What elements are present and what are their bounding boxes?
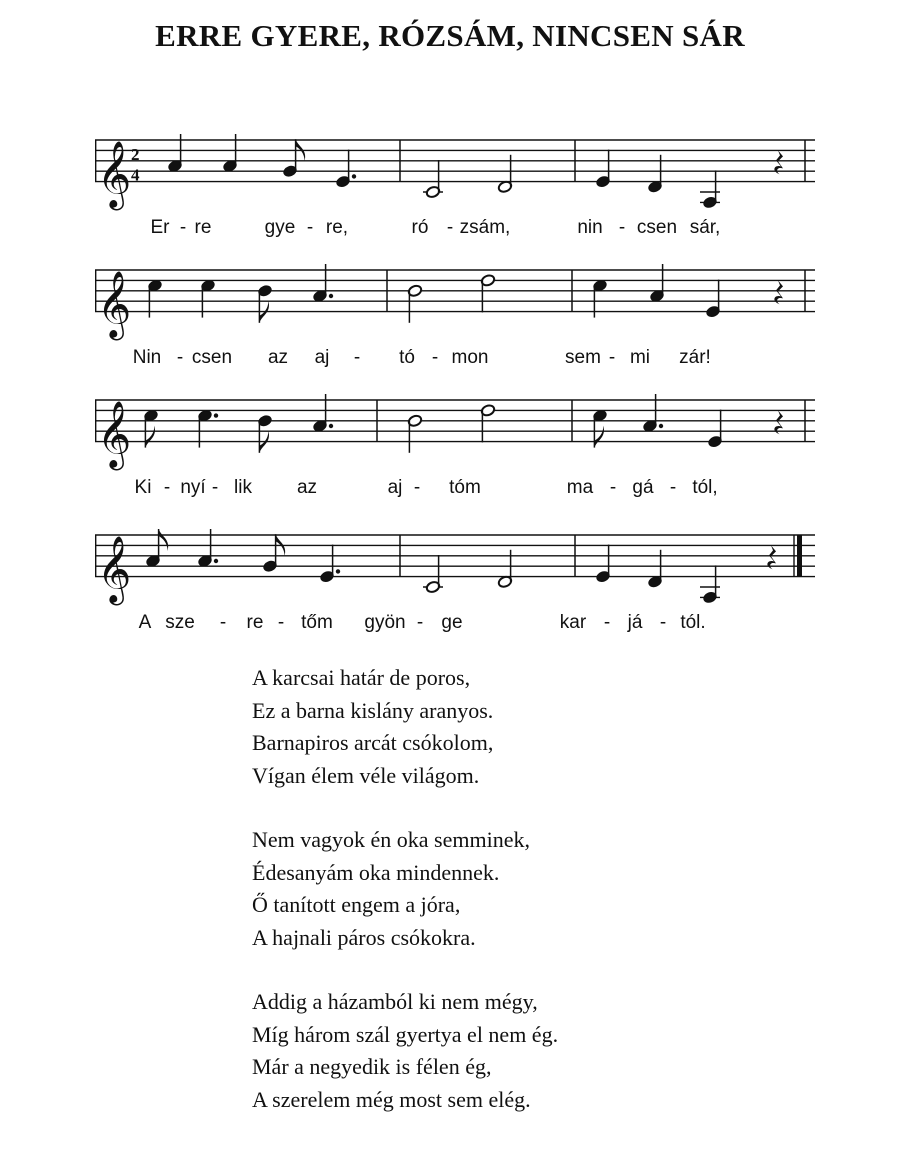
lyric-syllable: - bbox=[306, 217, 314, 238]
note bbox=[262, 534, 285, 573]
lyric-syllable: Er bbox=[150, 217, 170, 238]
music-system-1 bbox=[95, 130, 815, 245]
lyric-syllable: ge bbox=[441, 612, 463, 633]
lyric-syllable: aj bbox=[314, 347, 330, 368]
lyric-syllable: kar bbox=[559, 612, 587, 633]
verse-line: Ő tanított engem a jóra, bbox=[252, 892, 461, 917]
lyric-syllable: re bbox=[246, 612, 264, 633]
note bbox=[423, 555, 443, 594]
note bbox=[707, 410, 722, 449]
lyric-syllable: - bbox=[431, 347, 439, 368]
lyric-syllable: sár, bbox=[689, 217, 721, 238]
verse-line: Vígan élem véle világom. bbox=[252, 762, 480, 788]
treble-clef-icon: 𝄞 bbox=[97, 269, 132, 338]
verse-line: A karcsai határ de poros, bbox=[252, 665, 471, 690]
lyric-syllable: re bbox=[194, 217, 212, 238]
lyric-syllable: aj bbox=[387, 477, 403, 498]
note bbox=[407, 414, 422, 453]
lyric-syllable: - bbox=[618, 217, 626, 238]
lyric-syllable: - bbox=[659, 612, 667, 633]
music-system-3 bbox=[95, 390, 815, 505]
lyric-syllable: sem bbox=[565, 347, 601, 368]
lyric-syllable: tóm bbox=[449, 477, 481, 498]
verse-line: A hajnali páros csókokra. bbox=[252, 924, 476, 950]
note bbox=[700, 170, 720, 209]
lyric-syllable: mi bbox=[629, 347, 651, 368]
verse-line: A szerelem még most sem elég. bbox=[252, 1086, 531, 1112]
stanza-3 bbox=[252, 986, 558, 1116]
lyric-syllable: nin bbox=[577, 217, 603, 238]
lyric-syllable: já bbox=[627, 612, 643, 633]
staff bbox=[95, 390, 815, 480]
lyric-syllable: - bbox=[603, 612, 611, 633]
lyric-syllable: - bbox=[163, 477, 171, 498]
treble-clef-icon: 𝄞 bbox=[97, 534, 132, 603]
lyric-syllable: - bbox=[219, 612, 227, 633]
lyric-syllable: zsám, bbox=[459, 217, 511, 238]
note bbox=[700, 565, 720, 604]
note bbox=[595, 150, 610, 189]
lyric-syllable: gye bbox=[264, 217, 296, 238]
verse-line: Már a negyedik is félen ég, bbox=[252, 1054, 492, 1079]
music-system-2 bbox=[95, 260, 815, 375]
lyric-syllable: - bbox=[211, 477, 219, 498]
lyric-syllable: ma bbox=[566, 477, 594, 498]
stanza-2 bbox=[252, 824, 558, 954]
lyric-syllable: - bbox=[277, 612, 285, 633]
treble-clef-icon: 𝄞 bbox=[97, 399, 132, 468]
note bbox=[282, 139, 305, 178]
lyric-syllable: - bbox=[179, 217, 187, 238]
lyric-syllable: csen bbox=[636, 217, 678, 238]
lyric-syllable: tó bbox=[399, 347, 415, 368]
verse-line: Édesanyám oka mindennek. bbox=[252, 859, 500, 885]
note bbox=[257, 414, 272, 453]
lyric-syllable: zár! bbox=[679, 347, 711, 368]
lyric-syllable: - bbox=[446, 217, 454, 238]
lyric-syllable: - bbox=[416, 612, 424, 633]
lyric-syllable: A bbox=[138, 612, 152, 633]
stanza-1 bbox=[252, 662, 558, 792]
verses bbox=[252, 662, 558, 1148]
lyric-syllable: - bbox=[669, 477, 677, 498]
music-system-4 bbox=[95, 525, 815, 640]
lyric-syllable: tőm bbox=[301, 612, 333, 633]
lyric-syllable: - bbox=[176, 347, 184, 368]
lyric-syllable: tól. bbox=[680, 612, 706, 633]
treble-clef-icon: 𝄞 bbox=[97, 139, 132, 208]
time-signature-top: 2 bbox=[131, 144, 140, 164]
verse-line: Ez a barna kislány aranyos. bbox=[252, 697, 494, 723]
final-barline bbox=[797, 535, 802, 577]
lyric-syllable: - bbox=[608, 347, 616, 368]
note bbox=[335, 150, 356, 189]
lyric-syllable: az bbox=[267, 347, 289, 368]
note bbox=[480, 274, 495, 313]
note bbox=[480, 404, 495, 443]
lyric-syllable: ró bbox=[411, 217, 429, 238]
staff bbox=[95, 130, 815, 220]
staff bbox=[95, 525, 815, 615]
note bbox=[257, 284, 272, 323]
lyric-syllable: az bbox=[296, 477, 318, 498]
verse-line: Nem vagyok én oka semminek, bbox=[252, 827, 530, 852]
lyric-syllable: tól, bbox=[692, 477, 718, 498]
staff bbox=[95, 260, 815, 350]
lyric-syllable: - bbox=[413, 477, 421, 498]
lyric-syllable: - bbox=[353, 347, 361, 368]
lyric-syllable: csen bbox=[191, 347, 233, 368]
lyric-syllable: mon bbox=[451, 347, 489, 368]
lyric-syllable: nyí bbox=[180, 477, 206, 498]
lyric-syllable: gá bbox=[632, 477, 654, 498]
lyric-syllable: Nin bbox=[132, 347, 162, 368]
note bbox=[407, 284, 422, 323]
lyric-syllable: - bbox=[609, 477, 617, 498]
lyric-syllable: Ki bbox=[134, 477, 152, 498]
verse-line: Barnapiros arcát csókolom, bbox=[252, 730, 494, 755]
note bbox=[595, 545, 610, 584]
verse-line: Addig a házamból ki nem mégy, bbox=[252, 989, 538, 1014]
song-title: ERRE GYERE, RÓZSÁM, NINCSEN SÁR bbox=[155, 18, 745, 53]
note bbox=[705, 280, 720, 319]
time-signature-bottom: 4 bbox=[131, 165, 140, 185]
verse-line: Míg három szál gyertya el nem ég. bbox=[252, 1021, 559, 1047]
note bbox=[423, 160, 443, 199]
lyric-syllable: gyön bbox=[364, 612, 406, 633]
lyric-syllable: lik bbox=[234, 477, 252, 498]
note bbox=[319, 545, 340, 584]
lyric-syllable: re, bbox=[325, 217, 349, 238]
lyric-syllable: sze bbox=[165, 612, 195, 633]
